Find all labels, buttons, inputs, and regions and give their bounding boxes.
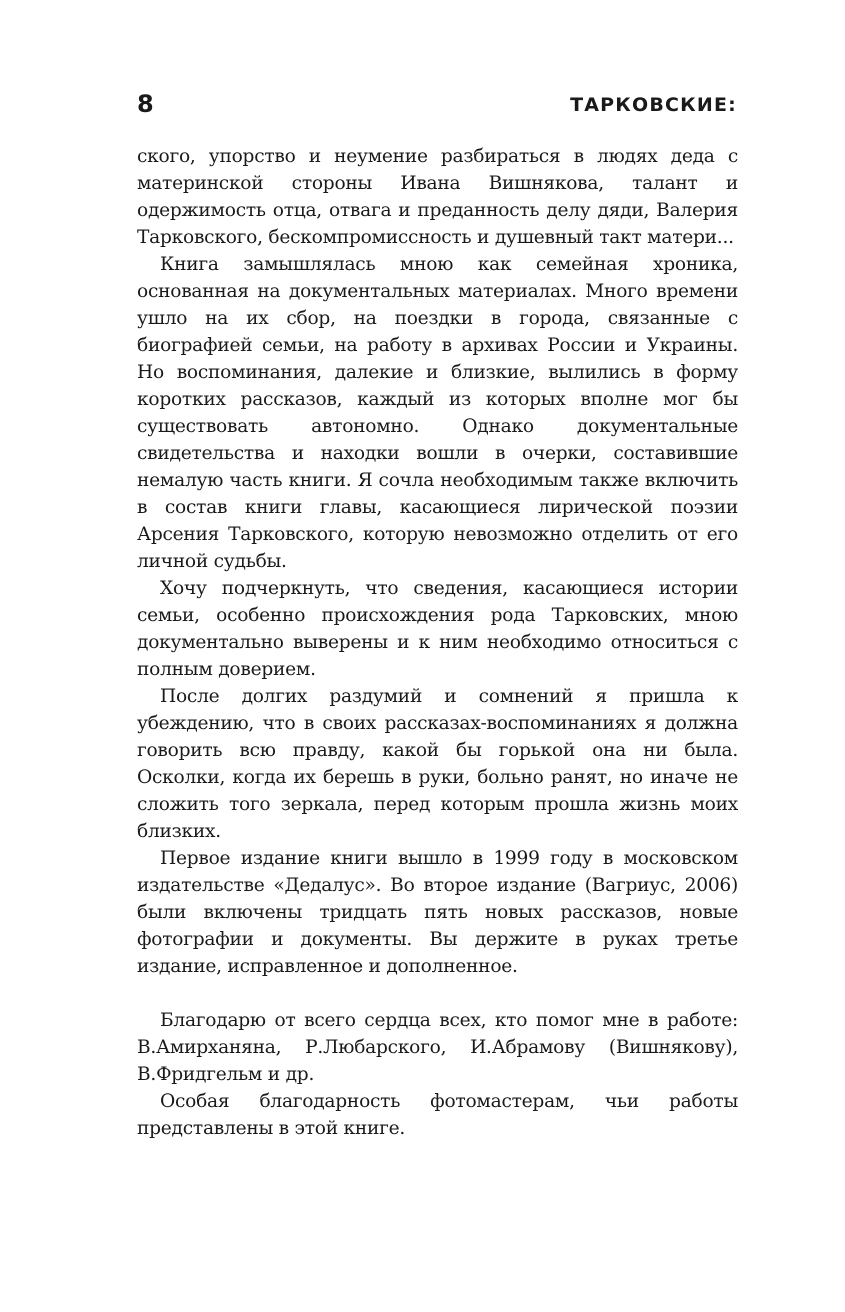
paragraph-truth: После долгих раздумий и сомнений я пришла к убеждению, что в своих рассказах-воспоминаниях я должна говорить всю правду, какой бы горькой она ни была. Осколки, когда их берешь в руки, больно ранят, но иначе не сложить того зеркала, перед которым прошла жизнь моих близких. bbox=[137, 686, 738, 842]
paragraph-verified-history: Хочу подчеркнуть, что сведения, касающиеся истории семьи, особенно происхождения рода Тарковских, мною документально выверены и к ним необходимо относиться с полным доверием. bbox=[137, 578, 738, 680]
page-number: 8 bbox=[137, 90, 154, 118]
body-text bbox=[137, 143, 738, 1142]
running-title: ТАРКОВСКИЕ: bbox=[570, 94, 737, 116]
running-head bbox=[137, 88, 737, 128]
paragraph-continuation: ского, упорство и неумение разбираться в людях деда с материнской стороны Ивана Вишнякова, талант и одержимость отца, отвага и преданность делу дяди, Валерия Тарковского, бескомпромиссность и душевный такт матери... bbox=[137, 146, 738, 248]
paragraph-family-chronicle: Книга замышлялась мною как семейная хроника, основанная на документальных материалах. Много времени ушло на их сбор, на поездки в города, связанные с биографией семьи, на работу в архивах России и Украины. Но воспоминания, далекие и близкие, вылились в форму коротких рассказов, каждый из которых вполне мог бы существовать автономно. Однако документальные свидетельства и находки вошли в очерки, составившие немалую часть книги. Я сочла необходимым также включить в состав книги главы, касающиеся лирической поэзии Арсения Тарковского, которую невозможно отделить от его личной судьбы. bbox=[137, 254, 738, 572]
paragraph-photographers: Особая благодарность фотомастерам, чьи работы представлены в этой книге. bbox=[137, 1091, 738, 1139]
paragraph-editions: Первое издание книги вышло в 1999 году в московском издательстве «Дедалус». Во второе издание (Вагриус, 2006) были включены тридцать пять новых рассказов, новые фотографии и документы. Вы держите в руках третье издание, исправленное и дополненное. bbox=[137, 848, 738, 977]
paragraph-acknowledgements: Благодарю от всего сердца всех, кто помог мне в работе: В.Амирханяна, Р.Любарского, И.Абрамову (Вишнякову), В.Фридгельм и др. bbox=[137, 1010, 738, 1085]
